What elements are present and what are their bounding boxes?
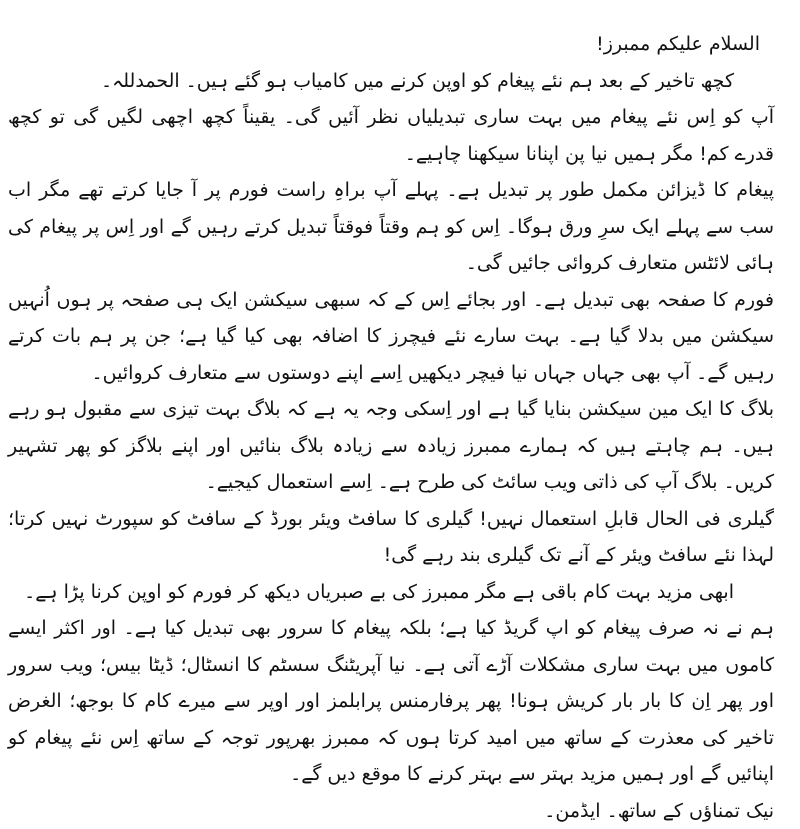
paragraph-upgrade-apology: ہم نے نہ صرف پیغام کو اپ گریڈ کیا ہے؛ بلکہ پیغام کا سرور بھی تبدیل کیا ہے۔ اور اکثر ایسے کاموں میں بہت ساری مشکلات آڑے آتی ہے۔ نیا آپریٹنگ سسٹم کا انسٹال؛ ڈیٹا بیس؛ ویب سرور اور پھر اِن کا بار بار کریش ہونا! پھر پرفارمنس پرابلمز اور اوپر سے میرے کام کا بوجھ؛ الغرض تاخیر کی معذرت کے ساتھ میں امید کرتا ہوں کہ ممبرز بھرپور توجہ کے ساتھ اِس نئے پیغام کو اپنائیں گے اور ہمیں مزید بہتر سے بہتر کرنے کا موقع دیں گے۔ — [8, 610, 774, 793]
paragraph-design: پیغام کا ڈیزائن مکمل طور پر تبدیل ہے۔ پہلے آپ براہِ راست فورم پر آ جایا کرتے تھے مگر اب سب سے پہلے ایک سرِ ورق ہوگا۔ اِس کو ہم وقتاً فوقتاً تبدیل کرتے رہیں گے اور اِس پر پیغام کی ہائی لائٹس متعارف کروائی جائیں گی۔ — [8, 172, 774, 282]
paragraph-changes-overview: آپ کو اِس نئے پیغام میں بہت ساری تبدیلیاں نظر آئیں گی۔ یقیناً کچھ اچھی لگیں گی تو کچھ قدرے کم! مگر ہمیں نیا پن اپنانا سیکھنا چاہیے۔ — [8, 99, 774, 172]
paragraph-gallery: گیلری فی الحال قابلِ استعمال نہیں! گیلری کا سافٹ ویئر بورڈ کے سافٹ کو سپورٹ نہیں کرتا؛ لہذا نئے سافٹ ویئر کے آنے تک گیلری بند رہے گی! — [8, 501, 774, 574]
paragraph-forum-page: فورم کا صفحہ بھی تبدیل ہے۔ اور بجائے اِس کے کہ سبھی سیکشن ایک ہی صفحہ پر ہوں اُنہیں سیکشن میں بدلا گیا ہے۔ بہت سارے نئے فیچرز کا اضافہ بھی کیا گیا ہے؛ جن پر ہم بات کرتے رہیں گے۔ آپ بھی جہاں جہاں نیا فیچر دیکھیں اِسے اپنے دوستوں سے متعارف کروائیں۔ — [8, 282, 774, 392]
announcement-body — [8, 26, 774, 829]
paragraph-opening: کچھ تاخیر کے بعد ہم نئے پیغام کو اوپن کرنے میں کامیاب ہو گئے ہیں۔ الحمدللہ۔ — [8, 63, 774, 100]
paragraph-blog-section: بلاگ کا ایک مین سیکشن بنایا گیا ہے اور اِسکی وجہ یہ ہے کہ بلاگ بہت تیزی سے مقبول ہو رہے ہیں۔ ہم چاہتے ہیں کہ ہمارے ممبرز زیادہ سے زیادہ بلاگ بنائیں اور اپنے بلاگز کو پھر تشہیر کریں۔ بلاگ آپ کی ذاتی ویب سائٹ کی طرح ہے۔ اِسے استعمال کیجیے۔ — [8, 391, 774, 501]
greeting-line: السلام علیکم ممبرز! — [8, 26, 774, 63]
paragraph-work-remaining: ابھی مزید بہت کام باقی ہے مگر ممبرز کی بے صبریاں دیکھ کر فورم کو اوپن کرنا پڑا ہے۔ — [8, 574, 774, 611]
signature-line: نیک تمناؤں کے ساتھ۔ ایڈمن۔ — [8, 793, 774, 829]
